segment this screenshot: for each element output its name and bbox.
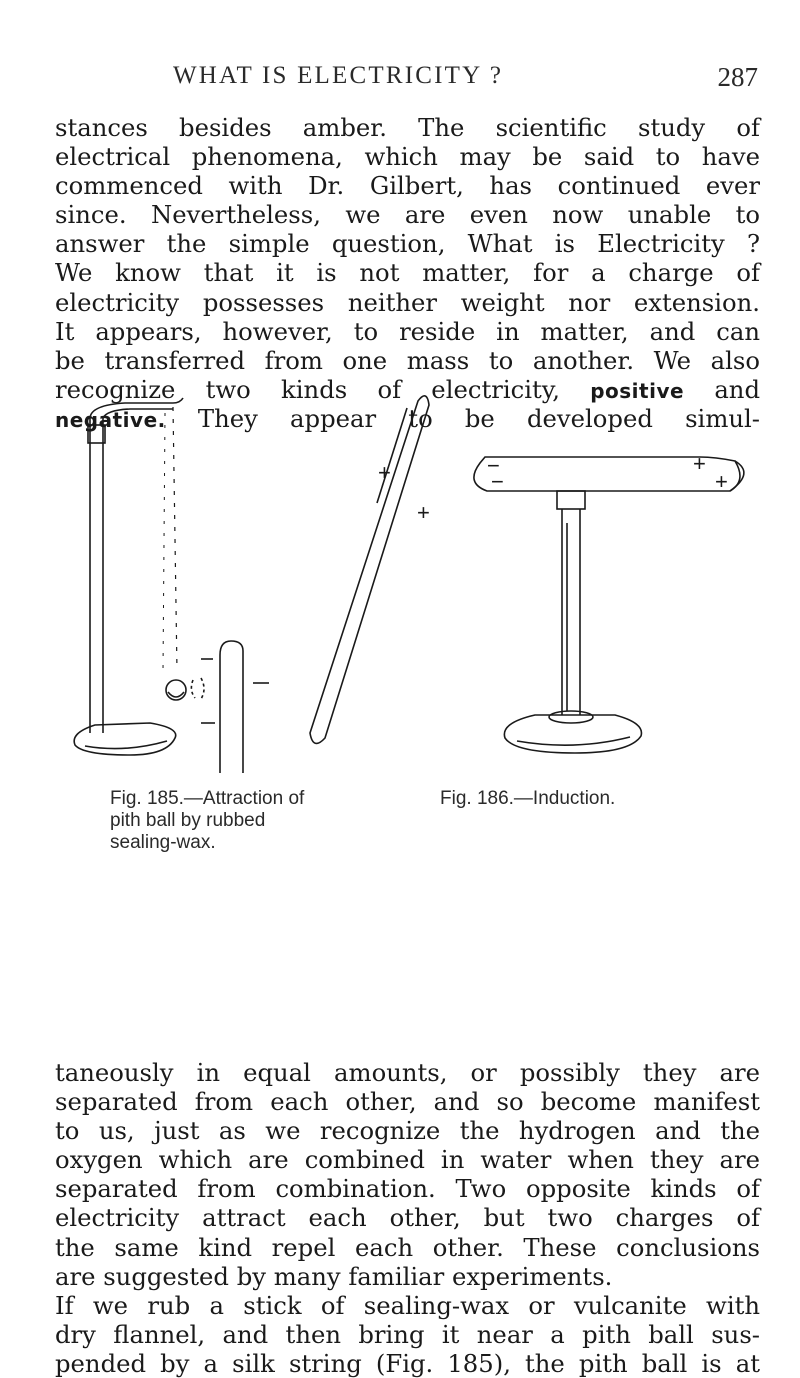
upper-paragraph [55, 113, 760, 433]
running-head [60, 62, 760, 102]
text-line: separated from combination. Two opposite kinds of [55, 1174, 760, 1204]
page-number: 287 [717, 62, 758, 92]
text-line: to us, just as we recognize the hydrogen and the [55, 1116, 760, 1146]
sealing-wax-stick [220, 641, 243, 773]
caption-line: Fig. 185.—Attraction of [110, 788, 305, 809]
conductor-minus-1: − [487, 453, 500, 478]
text-line: be transferred from one mass to another. We also [55, 345, 760, 375]
text-line: If we rub a stick of sealing-wax or vulcanite with [55, 1290, 760, 1320]
stand-arm [90, 398, 183, 418]
silk-string [173, 407, 177, 671]
caption-line: sealing-wax. [110, 832, 216, 853]
charged-rod [310, 396, 429, 744]
pith-ball-attracted [191, 680, 195, 698]
text-fragment: and [714, 374, 760, 404]
rod-plus-sign: + [378, 460, 391, 485]
support-base [504, 715, 641, 753]
running-title: WHAT IS ELECTRICITY ? [173, 62, 504, 89]
bold-term-negative: negative. [55, 407, 166, 432]
silk-string-left [163, 413, 165, 671]
text-line: oxygen which are combined in water when they are [55, 1145, 760, 1175]
stand-arm-inner [103, 409, 173, 418]
conductor-plus-1: + [693, 451, 706, 476]
support-base-inner [517, 737, 630, 745]
support-collar [557, 491, 585, 509]
text-line: commenced with Dr. Gilbert, has continued ever [55, 171, 760, 201]
figure-illustrations [55, 393, 760, 773]
support-base-cap [549, 711, 593, 723]
text-fragment: recognize two kinds of electricity, [55, 374, 560, 404]
text-line: electricity possesses neither weight nor extension. [55, 287, 760, 317]
text-line: stances besides amber. The scientific study of [55, 113, 760, 142]
pith-ball-attracted-2 [201, 678, 204, 699]
text-line: separated from each other, and so become manifest [55, 1087, 760, 1117]
conductor-plus-2: + [715, 469, 728, 494]
text-line: We know that it is not matter, for a charge of [55, 258, 760, 288]
text-line: electrical phenomena, which may be said to have [55, 142, 760, 172]
text-line: dry flannel, and then bring it near a pith ball sus- [55, 1319, 760, 1349]
rod-plus-sign-2: + [417, 500, 430, 525]
text-line: answer the simple question, What is Electricity ? [55, 229, 760, 259]
text-line: the same kind repel each other. These conclusions [55, 1232, 760, 1262]
text-line: electricity attract each other, but two charges of [55, 1203, 760, 1233]
text-line: pended by a silk string (Fig. 185), the pith ball is at [55, 1348, 760, 1378]
text-line: since. Nevertheless, we are even now unable to [55, 200, 760, 230]
text-fragment: They appear to be developed simul- [197, 403, 760, 433]
pith-ball-shading [168, 692, 184, 697]
stand-base-inner [85, 741, 167, 749]
conductor-minus-2: − [491, 469, 504, 494]
text-line: are suggested by many familiar experiments. [55, 1261, 613, 1291]
figure-186-caption [440, 788, 680, 810]
fig186-drawing [310, 396, 744, 753]
text-line: It appears, however, to reside in matter, and can [55, 316, 760, 346]
text-line: taneously in equal amounts, or possibly they are [55, 1058, 760, 1087]
bold-term-positive: positive [590, 378, 685, 403]
lower-paragraph [55, 1058, 760, 1378]
figure-185-caption [110, 788, 370, 854]
caption-line: pith ball by rubbed [110, 810, 266, 831]
caption-line: Fig. 186.—Induction. [440, 788, 616, 809]
fig185-drawing [74, 398, 269, 773]
